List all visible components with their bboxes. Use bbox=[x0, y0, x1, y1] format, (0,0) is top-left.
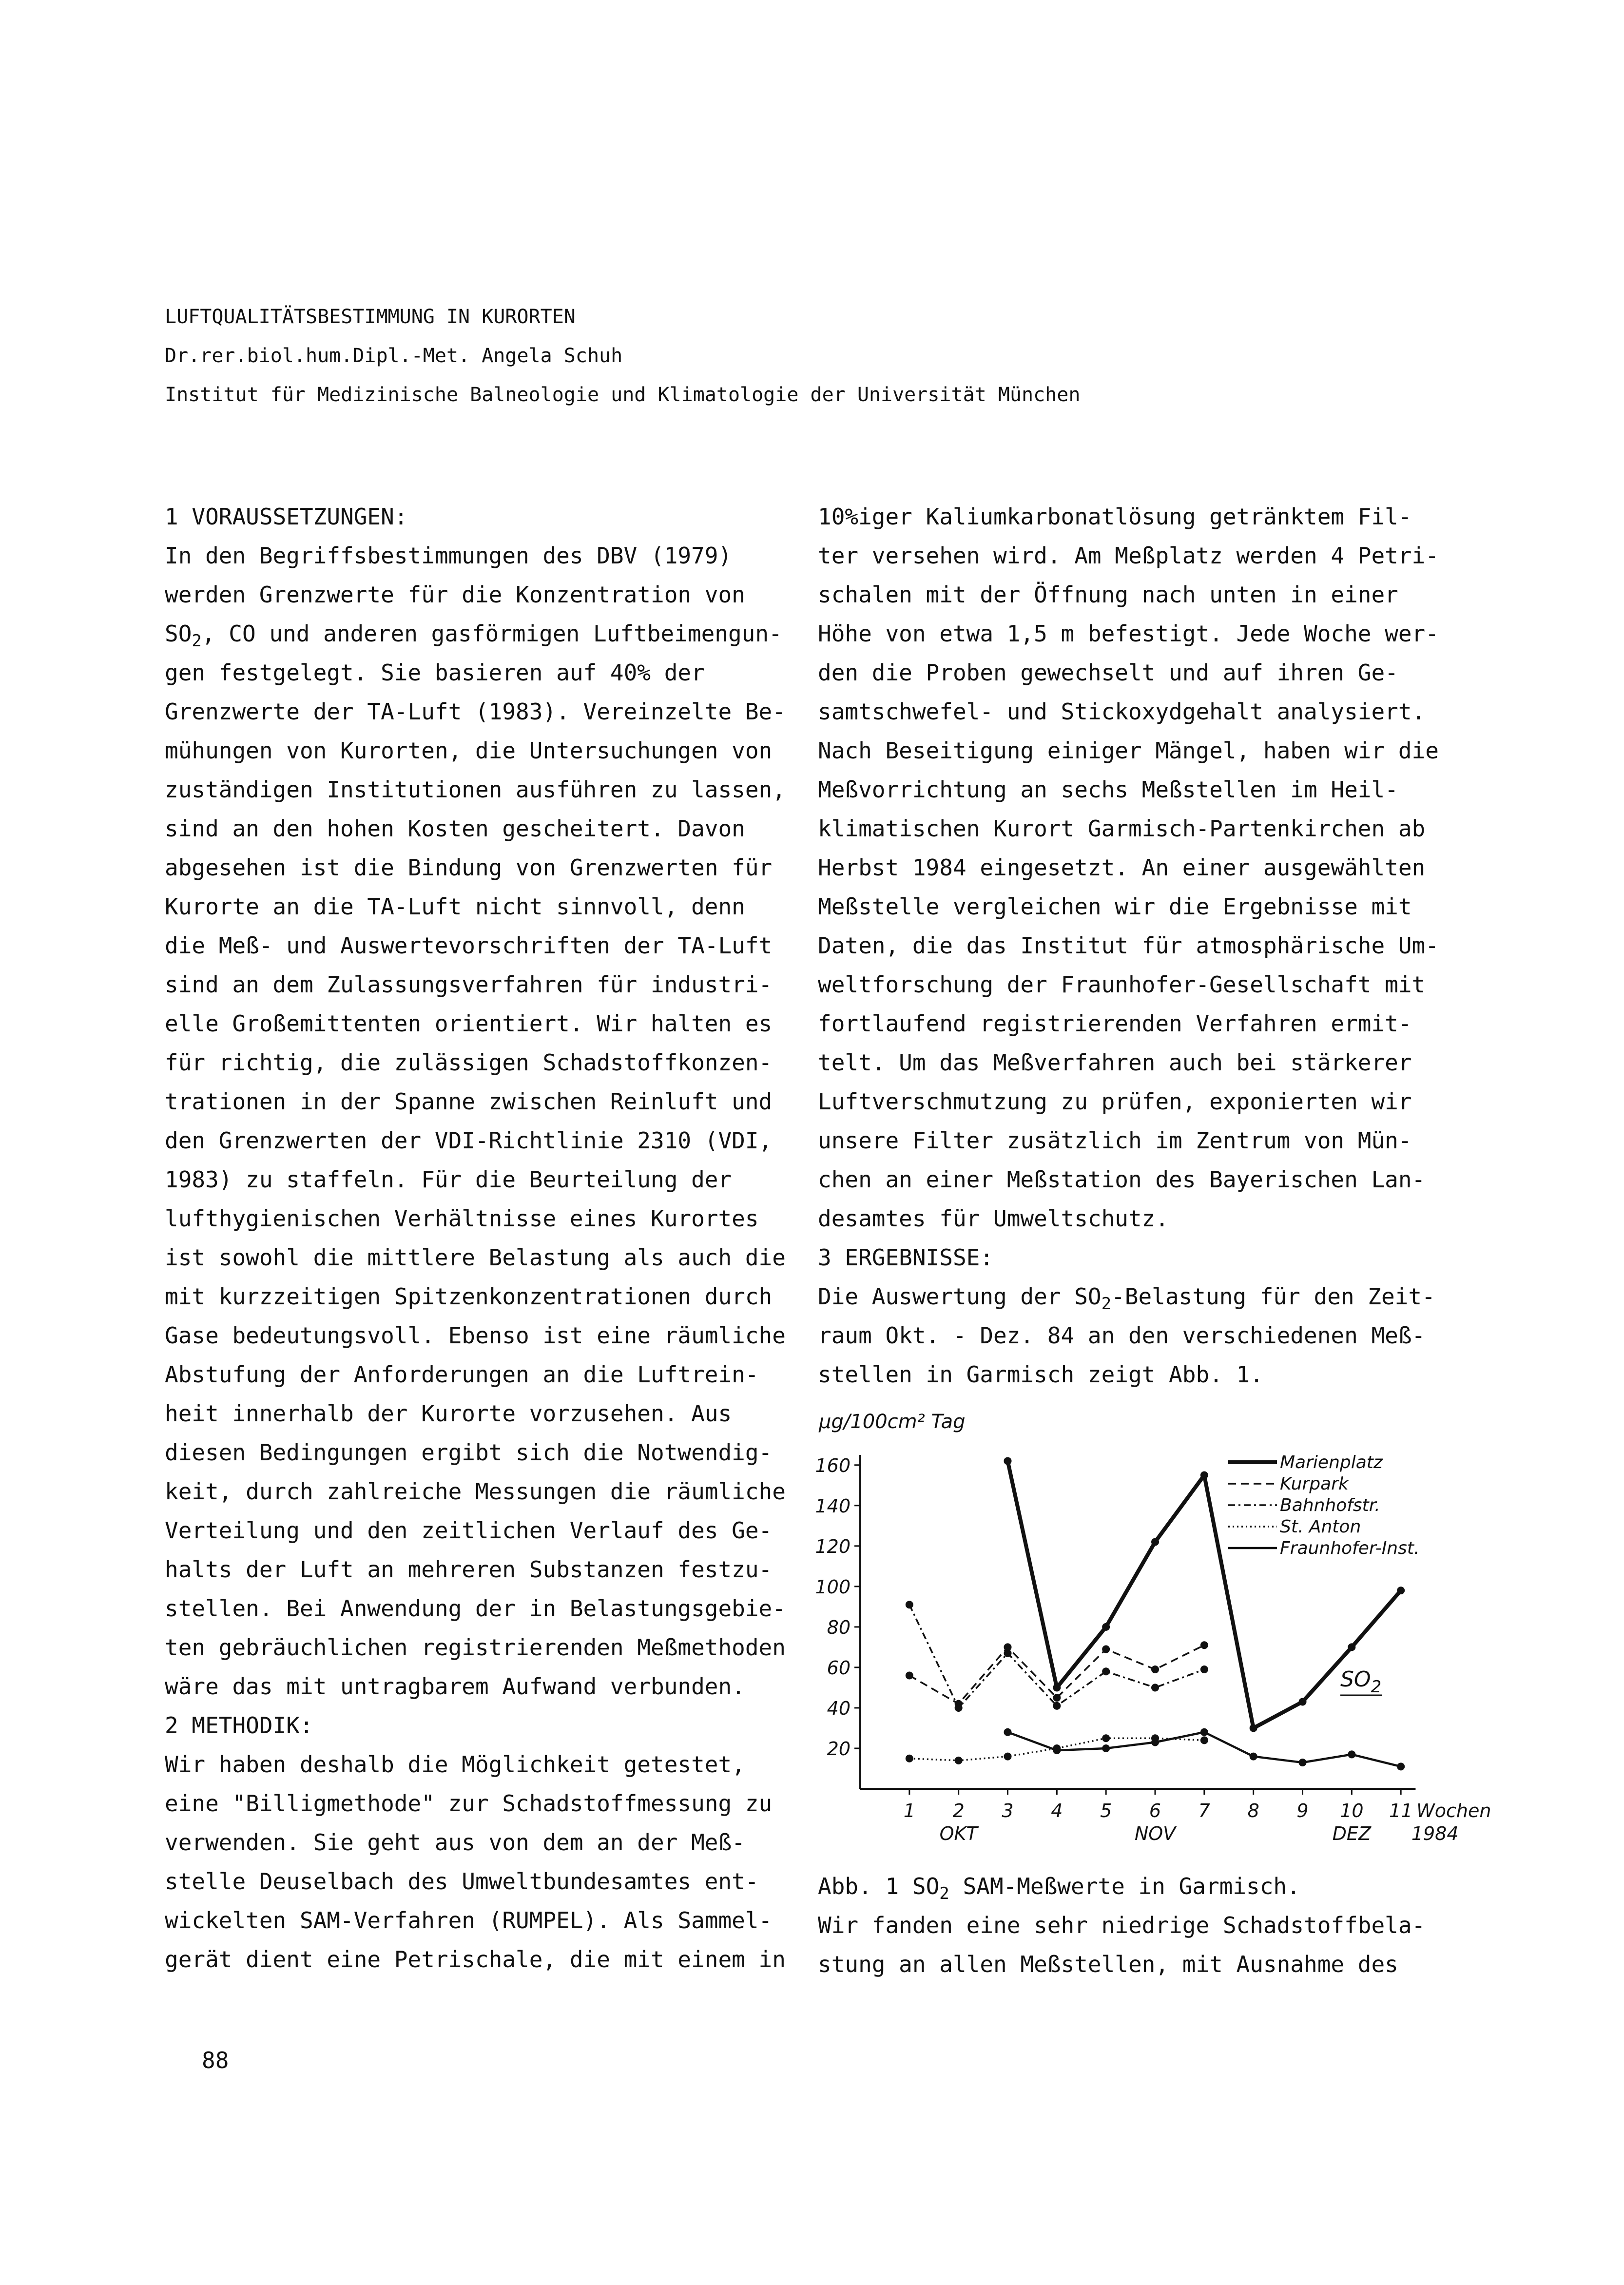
data-point-fraunhofer-inst bbox=[1004, 1728, 1012, 1736]
text-line: ten gebräuchlichen registrierenden Meßmethoden bbox=[165, 1634, 786, 1661]
month-label-okt: OKT bbox=[939, 1823, 978, 1844]
data-point-kurpark bbox=[1200, 1641, 1208, 1649]
text-line: wickelten SAM-Verfahren (RUMPEL). Als Sammel- bbox=[165, 1907, 773, 1934]
data-point-marienplatz bbox=[1004, 1457, 1012, 1465]
data-point-st-anton bbox=[955, 1757, 963, 1764]
text-line: weltforschung der Fraunhofer-Gesellschaft mit bbox=[818, 971, 1426, 998]
institute: Institut für Medizinische Balneologie und Klimatologie der Universität München bbox=[165, 384, 1081, 406]
text-line: Nach Beseitigung einiger Mängel, haben wir die bbox=[818, 737, 1439, 764]
data-point-marienplatz bbox=[1250, 1724, 1257, 1732]
data-point-marienplatz bbox=[1348, 1643, 1355, 1651]
data-point-fraunhofer-inst bbox=[1299, 1759, 1307, 1766]
data-point-marienplatz bbox=[1397, 1587, 1405, 1594]
text-line: sind an dem Zulassungsverfahren für industri- bbox=[165, 971, 773, 998]
text-line: Wir fanden eine sehr niedrige Schadstoffbela- bbox=[818, 1912, 1426, 1938]
text-line: Daten, die das Institut für atmosphärische Um- bbox=[818, 932, 1439, 959]
text-line: 1983) zu staffeln. Für die Beurteilung der bbox=[165, 1166, 732, 1193]
text-line: stelle Deuselbach des Umweltbundesamtes ent- bbox=[165, 1868, 759, 1895]
x-tick-label: 2 bbox=[952, 1800, 965, 1821]
text-line: schalen mit der Öffnung nach unten in einer bbox=[818, 581, 1398, 608]
text-line: Die Auswertung der $SO_2$-Belastung für den Zeit- bbox=[818, 1283, 1435, 1314]
data-point-bahnhofstr bbox=[1004, 1649, 1012, 1657]
data-point-marienplatz bbox=[1299, 1698, 1307, 1705]
y-tick-label: 140 bbox=[815, 1495, 851, 1517]
text-line: unsere Filter zusätzlich im Zentrum von Mün- bbox=[818, 1127, 1412, 1154]
x-tick-label: 9 bbox=[1296, 1800, 1309, 1821]
author: Dr.rer.biol.hum.Dipl.-Met. Angela Schuh bbox=[165, 345, 623, 367]
data-point-kurpark bbox=[1102, 1646, 1110, 1653]
text-line: die Meß- und Auswertevorschriften der TA-Luft bbox=[165, 932, 773, 959]
text-line: keit, durch zahlreiche Messungen die räumliche bbox=[165, 1478, 786, 1505]
y-tick-label: 60 bbox=[827, 1657, 851, 1679]
text-line: wäre das mit untragbarem Aufwand verbunden. bbox=[165, 1673, 745, 1700]
y-tick-label: 120 bbox=[815, 1535, 851, 1557]
text-line: den Grenzwerten der VDI-Richtlinie 2310 (VDI, bbox=[165, 1127, 773, 1154]
text-line: Luftverschmutzung zu prüfen, exponierten wir bbox=[818, 1088, 1412, 1115]
data-point-fraunhofer-inst bbox=[1348, 1750, 1355, 1758]
text-line: zuständigen Institutionen ausführen zu lassen, bbox=[165, 776, 786, 803]
data-point-marienplatz bbox=[1200, 1472, 1208, 1479]
data-point-bahnhofstr bbox=[955, 1704, 963, 1712]
data-point-st-anton bbox=[906, 1755, 913, 1762]
data-point-fraunhofer-inst bbox=[1151, 1739, 1159, 1746]
data-point-fraunhofer-inst bbox=[1053, 1746, 1061, 1754]
text-line: klimatischen Kurort Garmisch-Partenkirchen ab bbox=[818, 815, 1426, 842]
x-tick-label: 3 bbox=[1002, 1800, 1014, 1821]
so2-annotation: $SO_2$ bbox=[1340, 1667, 1382, 1697]
legend-label-fraunhofer-inst: Fraunhofer-Inst. bbox=[1280, 1538, 1420, 1558]
x-tick-label: 4 bbox=[1051, 1800, 1063, 1821]
legend-label-st-anton: St. Anton bbox=[1280, 1517, 1361, 1537]
text-line: werden Grenzwerte für die Konzentration von bbox=[165, 581, 745, 608]
text-line: stellen in Garmisch zeigt Abb. 1. bbox=[818, 1361, 1263, 1388]
text-line: halts der Luft an mehreren Substanzen festzu- bbox=[165, 1556, 773, 1583]
paper-header bbox=[165, 297, 1080, 414]
text-line: telt. Um das Meßverfahren auch bei stärkerer bbox=[818, 1049, 1412, 1076]
legend-label-kurpark: Kurpark bbox=[1280, 1474, 1349, 1494]
text-line: Kurorte an die TA-Luft nicht sinnvoll, denn bbox=[165, 893, 745, 920]
text-line: diesen Bedingungen ergibt sich die Notwendig- bbox=[165, 1439, 773, 1466]
legend-label-bahnhofstr: Bahnhofstr. bbox=[1280, 1495, 1380, 1515]
text-line: chen an einer Meßstation des Bayerischen Lan- bbox=[818, 1166, 1426, 1193]
data-point-st-anton bbox=[1200, 1736, 1208, 1744]
x-axis-label: Wochen bbox=[1416, 1800, 1491, 1821]
data-point-marienplatz bbox=[1151, 1538, 1159, 1546]
figure-caption bbox=[818, 1867, 1300, 1906]
text-line: elle Großemittenten orientiert. Wir halten es bbox=[165, 1010, 773, 1037]
text-line: fortlaufend registrierenden Verfahren ermit- bbox=[818, 1010, 1412, 1037]
text-line: gen festgelegt. Sie basieren auf 40% der bbox=[165, 659, 705, 686]
text-line: Meßstelle vergleichen wir die Ergebnisse mit bbox=[818, 893, 1412, 920]
text-line: Gase bedeutungsvoll. Ebenso ist eine räumliche bbox=[165, 1322, 786, 1349]
data-point-bahnhofstr bbox=[1102, 1667, 1110, 1675]
x-tick-label: 1 bbox=[903, 1800, 915, 1821]
text-line: Verteilung und den zeitlichen Verlauf des Ge- bbox=[165, 1517, 773, 1544]
legend-label-marienplatz: Marienplatz bbox=[1280, 1452, 1383, 1472]
left-column bbox=[165, 497, 786, 1979]
data-point-fraunhofer-inst bbox=[1102, 1744, 1110, 1752]
text-line: Höhe von etwa 1,5 m befestigt. Jede Woche wer- bbox=[818, 620, 1439, 647]
after-figure-text bbox=[818, 1906, 1425, 1984]
x-tick-label: 11 bbox=[1389, 1800, 1413, 1821]
text-line: Wir haben deshalb die Möglichkeit getestet, bbox=[165, 1751, 745, 1778]
y-tick-label: 40 bbox=[827, 1697, 851, 1719]
figure-1 bbox=[809, 1404, 1491, 1862]
text-line: $SO_2$, CO und anderen gasförmigen Luftbeimengun- bbox=[165, 620, 782, 651]
text-line: sind an den hohen Kosten gescheitert. Davon bbox=[165, 815, 745, 842]
page-number: 88 bbox=[202, 2047, 229, 2073]
text-line: gerät dient eine Petrischale, die mit einem in bbox=[165, 1946, 786, 1973]
text-line: eine "Billigmethode" zur Schadstoffmessung zu bbox=[165, 1790, 773, 1817]
text-line: Meßvorrichtung an sechs Meßstellen im Heil- bbox=[818, 776, 1398, 803]
x-tick-label: 10 bbox=[1340, 1800, 1364, 1821]
text-line: den die Proben gewechselt und auf ihren Ge- bbox=[818, 659, 1398, 686]
data-point-bahnhofstr bbox=[1200, 1665, 1208, 1673]
text-line: trationen in der Spanne zwischen Reinluft und bbox=[165, 1088, 773, 1115]
so2-line-chart bbox=[809, 1404, 1491, 1862]
data-point-fraunhofer-inst bbox=[1250, 1753, 1257, 1761]
text-line: 3 ERGEBNISSE: bbox=[818, 1244, 994, 1271]
data-point-kurpark bbox=[906, 1672, 913, 1680]
data-point-st-anton bbox=[1102, 1734, 1110, 1742]
text-line: samtschwefel- und Stickoxydgehalt analysiert. bbox=[818, 698, 1426, 725]
text-line: Herbst 1984 eingesetzt. An einer ausgewählten bbox=[818, 854, 1426, 881]
text-line: In den Begriffsbestimmungen des DBV (1979) bbox=[165, 542, 732, 569]
text-line: stung an allen Meßstellen, mit Ausnahme des bbox=[818, 1951, 1398, 1977]
data-point-bahnhofstr bbox=[1053, 1702, 1061, 1710]
text-line: Abstufung der Anforderungen an die Luftrein- bbox=[165, 1361, 759, 1388]
y-tick-label: 80 bbox=[827, 1616, 851, 1638]
text-line: desamtes für Umweltschutz. bbox=[818, 1205, 1169, 1232]
x-tick-label: 8 bbox=[1247, 1800, 1259, 1821]
data-point-bahnhofstr bbox=[1151, 1684, 1159, 1691]
data-point-marienplatz bbox=[1053, 1684, 1061, 1691]
data-point-fraunhofer-inst bbox=[1200, 1728, 1208, 1736]
text-line: verwenden. Sie geht aus von dem an der Meß- bbox=[165, 1829, 745, 1856]
year-label: 1984 bbox=[1411, 1823, 1459, 1844]
text-line: 10%iger Kaliumkarbonatlösung getränktem Fil- bbox=[818, 503, 1412, 530]
data-point-st-anton bbox=[1004, 1753, 1012, 1761]
text-line: Grenzwerte der TA-Luft (1983). Vereinzelte Be- bbox=[165, 698, 786, 725]
data-point-kurpark bbox=[1151, 1665, 1159, 1673]
data-point-bahnhofstr bbox=[906, 1601, 913, 1608]
x-tick-label: 7 bbox=[1198, 1800, 1210, 1821]
text-line: raum Okt. - Dez. 84 an den verschiedenen Meß- bbox=[818, 1322, 1426, 1349]
text-line: heit innerhalb der Kurorte vorzusehen. Aus bbox=[165, 1400, 732, 1427]
y-tick-label: 160 bbox=[815, 1454, 851, 1476]
text-line: ist sowohl die mittlere Belastung als auch die bbox=[165, 1244, 786, 1271]
text-line: 1 VORAUSSETZUNGEN: bbox=[165, 503, 408, 530]
y-axis-label: µg/100cm² Tag bbox=[819, 1411, 966, 1433]
month-label-nov: NOV bbox=[1134, 1823, 1176, 1844]
paper-title: LUFTQUALITÄTSBESTIMMUNG IN KURORTEN bbox=[165, 306, 576, 328]
caption-text: Abb. 1 $SO_2$ SAM-Meßwerte in Garmisch. bbox=[818, 1873, 1300, 1903]
y-tick-label: 20 bbox=[827, 1738, 851, 1760]
text-line: ter versehen wird. Am Meßplatz werden 4 Petri- bbox=[818, 542, 1439, 569]
x-tick-label: 5 bbox=[1100, 1800, 1112, 1821]
text-line: abgesehen ist die Bindung von Grenzwerten für bbox=[165, 854, 773, 881]
month-label-dez: DEZ bbox=[1332, 1823, 1371, 1844]
text-line: mit kurzzeitigen Spitzenkonzentrationen durch bbox=[165, 1283, 773, 1310]
x-tick-label: 6 bbox=[1149, 1800, 1161, 1821]
text-line: stellen. Bei Anwendung der in Belastungsgebie- bbox=[165, 1595, 786, 1622]
text-line: lufthygienischen Verhältnisse eines Kurortes bbox=[165, 1205, 759, 1232]
y-tick-label: 100 bbox=[815, 1576, 851, 1598]
text-line: mühungen von Kurorten, die Untersuchungen von bbox=[165, 737, 773, 764]
data-point-fraunhofer-inst bbox=[1397, 1762, 1405, 1770]
data-point-kurpark bbox=[1053, 1694, 1061, 1702]
data-point-marienplatz bbox=[1102, 1623, 1110, 1631]
text-line: 2 METHODIK: bbox=[165, 1712, 313, 1739]
right-column bbox=[818, 497, 1442, 1394]
text-line: für richtig, die zulässigen Schadstoffkonzen- bbox=[165, 1049, 773, 1076]
series-line-bahnhofstr bbox=[909, 1605, 1204, 1708]
